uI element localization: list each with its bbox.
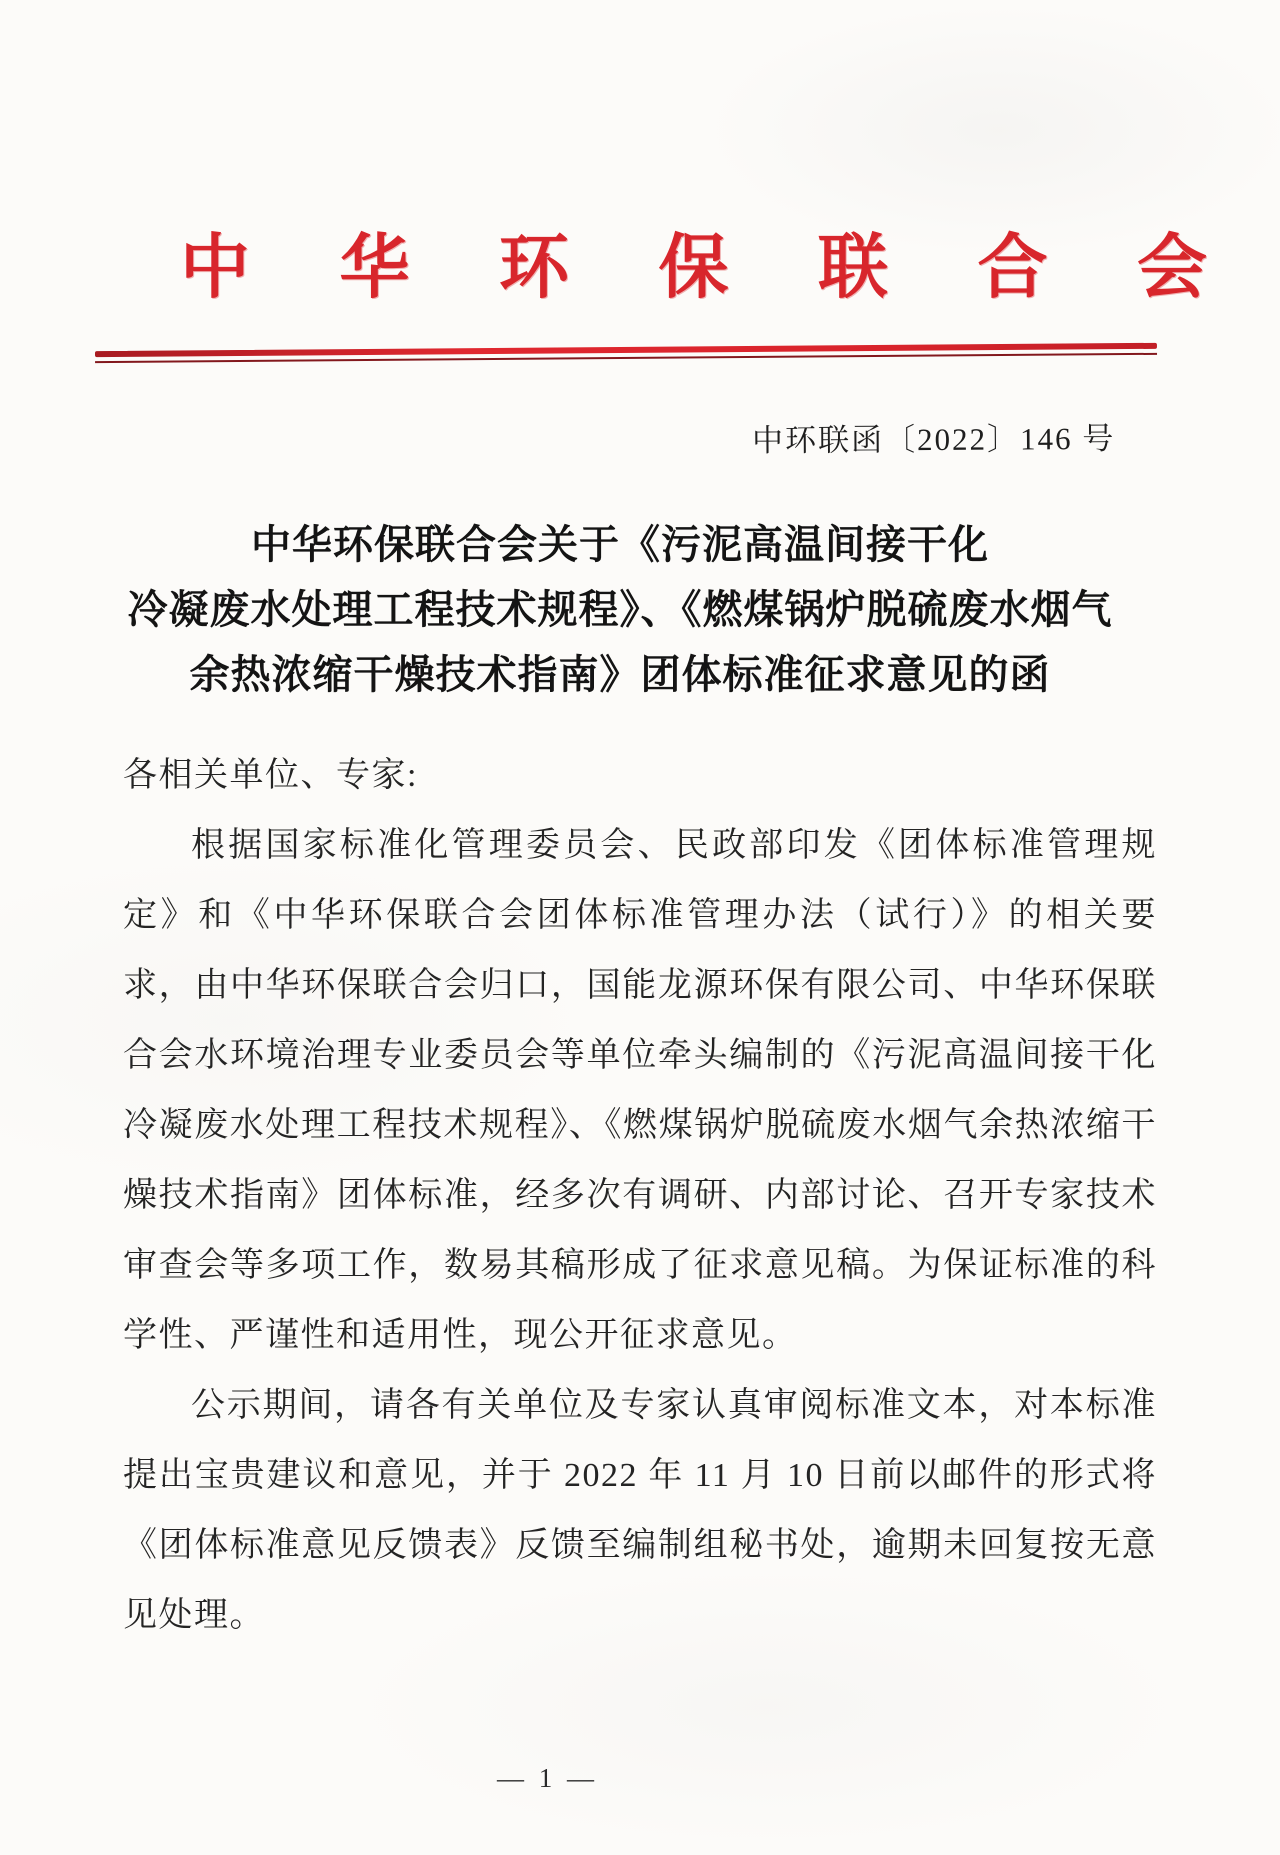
page-number: — 1 — — [497, 1763, 598, 1793]
document-title — [110, 512, 1130, 707]
document-reference-number: 中环联函〔2022〕146 号 — [751, 420, 1116, 459]
document-title-line-1: 中华环保联合会关于《污泥高温间接干化 — [251, 522, 989, 567]
body-paragraph-1: 根据国家标准化管理委员会、民政部印发《团体标准管理规定》和《中华环保联合会团体标准管理办法（试行）》的相关要求，由中华环保联合会归口，国能龙源环保有限公司、中华环保联合会水环境治理专业委员会等单位牵头编制的《污泥高温间接干化冷凝废水处理工程技术规程》、《燃煤锅炉脱硫废水烟气余热浓缩干燥技术指南》团体标准，经多次有调研、内部讨论、召开专家技术审查会等多项工作，数易其稿形成了征求意见稿。为保证标准的科学性、严谨性和适用性，现公开征求意见。 — [123, 827, 1157, 1354]
document-title-line-2: 冷凝废水处理工程技术规程》、《燃煤锅炉脱硫废水烟气 — [127, 587, 1113, 632]
letterhead-divider — [95, 343, 1157, 363]
letterhead-org-name: 中 华 环 保 联 合 会 — [180, 230, 1243, 307]
body-paragraph-2: 公示期间，请各有关单位及专家认真审阅标准文本，对本标准提出宝贵建议和意见，并于 2022 年 11 月 10 日前以邮件的形式将《团体标准意见反馈表》反馈至编制组秘书处，逾期未回复按无意见处理。 — [123, 1387, 1157, 1634]
salutation: 各相关单位、专家: — [123, 757, 418, 794]
document-title-line-3: 余热浓缩干燥技术指南》团体标准征求意见的函 — [189, 652, 1051, 697]
document-body — [123, 741, 1157, 1651]
